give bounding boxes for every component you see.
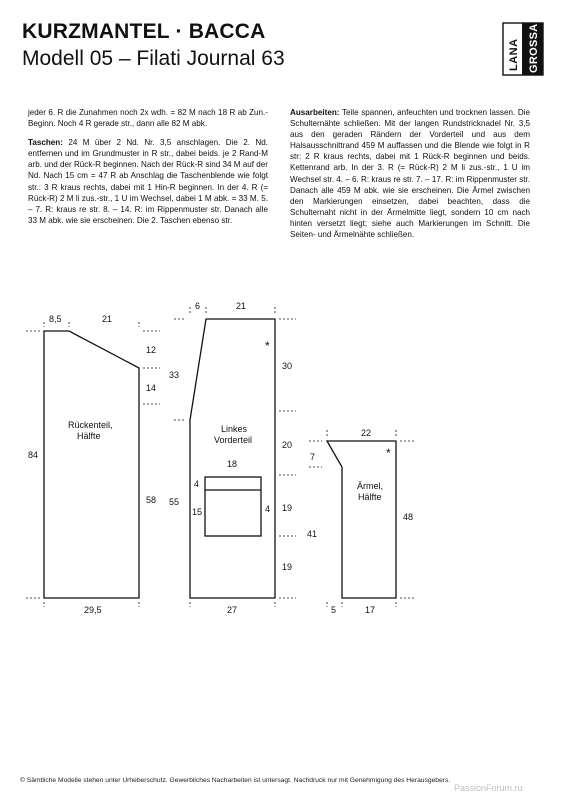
front-dim-right-lower1: 19	[282, 503, 293, 513]
front-dim-top-left: 6	[195, 301, 201, 311]
front-dim-right-upper: 30	[282, 361, 293, 371]
back-dim-bottom: 29,5	[84, 605, 102, 615]
front-dim-bottom: 27	[227, 605, 238, 615]
back-dim-right-mid: 14	[146, 383, 157, 393]
back-dim-right-lower: 58	[146, 495, 157, 505]
sleeve-outline	[327, 441, 396, 598]
taschen-body: 24 M über 2 Nd. Nr. 3,5 anschlagen. Die 2. Nd. entfernen und im Grundmuster in R str., dabei beids. je 2 Rand-M arb. und der Rück-R beginnen. Nach der Rück-R sind 34 M auf der Nd. Nach 15 cm = 47 R ab Anschlag die Taschenblende wie folgt str.: 3 R kraus rechts, dabei mit 1 Hin-R beginnen. In der 4. R (= Rück-R) 2 M li zus.-str., 1 U im Wechsel, dabei 1 M abk. = 33 M. 5. – 7. R: kraus re str. 8. – 14. R: im Rippenmuster str. Danach alle 33 M abk. wie sie erscheinen. Die 2. Taschen ebenso str.	[28, 138, 268, 225]
pocket-outline	[205, 477, 261, 536]
back-dim-top: 21	[102, 314, 113, 324]
sleeve-dim-top: 22	[361, 428, 372, 438]
back-dim-top-left: 8,5	[49, 314, 62, 324]
pocket-dim-left: 15	[192, 507, 203, 517]
front-label-line1: Linkes	[221, 424, 248, 434]
front-dim-right-mid: 20	[282, 440, 293, 450]
sleeve-dim-left-upper: 7	[310, 452, 316, 462]
svg-text:GROSSA: GROSSA	[528, 23, 540, 73]
back-label-line2: Hälfte	[77, 431, 101, 441]
back-dim-right-upper: 12	[146, 345, 157, 355]
front-dim-left-lower: 55	[169, 497, 180, 507]
sleeve-dim-bottom: 17	[365, 605, 376, 615]
shoulder-marker-sleeve: *	[386, 446, 391, 460]
taschen-heading: Taschen:	[28, 138, 63, 148]
front-dim-left-upper: 33	[169, 370, 180, 380]
back-dim-height: 84	[28, 450, 39, 460]
pocket-dim-top: 4	[194, 479, 200, 489]
svg-text:LANA: LANA	[508, 38, 520, 71]
ausarbeiten-body: Teile spannen, anfeuchten und trocknen lassen. Die Schulternähte schließen. Mit der langen Rundstricknadel Nr. 3,5 aus den geraden Rändern der Vorderteil und aus dem Halsausschnittrand 459 M auffassen und die Blende wie folgt in R str: 2 R kraus rechts, dabei mit 1 Rück-R beginnen und beids. Kettenrand arb. In der 3. R (= Rück-R) 2 M li zus.-str., 1 U im Wechsel str. 4. – 6. R: kraus re str. 7. – 17. R: im Rippenmuster str. Danach alle 459 M abk. wie sie erscheinen. Die Ärmel zwischen den Markierungen einsetzen, dabei beachten, dass die Schulternaht nicht in der Ärmelmitte liegt, sondern 10 cm nach hinten versetzt liegt; siehe auch Markierungen im Schnitt. Die Seiten- und Ärmelnähte schließen.	[290, 108, 530, 240]
sleeve-label-line2: Hälfte	[358, 492, 382, 502]
sleeve-dim-bottom-left: 5	[331, 605, 337, 615]
sleeve-dim-left-lower: 41	[307, 529, 318, 539]
pocket-dim-right: 4	[265, 504, 271, 514]
back-piece-outline	[44, 331, 139, 598]
copyright-notice: © Sämtliche Modelle stehen unter Urheberschutz. Gewerbliches Nacharbeiten ist untersagt. Nachdruck nur mit Genehmigung des Herausgebers.	[20, 777, 451, 784]
back-label-line1: Rückenteil,	[68, 420, 113, 430]
front-label-line2: Vorderteil	[214, 435, 253, 445]
front-dim-top: 21	[236, 301, 247, 311]
intro-text: jeder 6. R die Zunahmen noch 2x wdh. = 82 M nach 18 R ab Zun.-Beginn. Noch 4 R gerade str., dann alle 82 M abk.	[28, 108, 268, 129]
watermark: PassionForum.ru	[454, 783, 523, 793]
shoulder-marker-front: *	[265, 339, 270, 353]
sleeve-label-line1: Ärmel,	[357, 481, 384, 491]
page-title: KURZMANTEL · BACCA	[22, 20, 266, 43]
page-subtitle: Modell 05 – Filati Journal 63	[22, 47, 285, 70]
front-dim-right-lower2: 19	[282, 562, 293, 572]
pocket-dim-width: 18	[227, 459, 238, 469]
sleeve-dim-right: 48	[403, 512, 414, 522]
ausarbeiten-heading: Ausarbeiten:	[290, 108, 340, 117]
